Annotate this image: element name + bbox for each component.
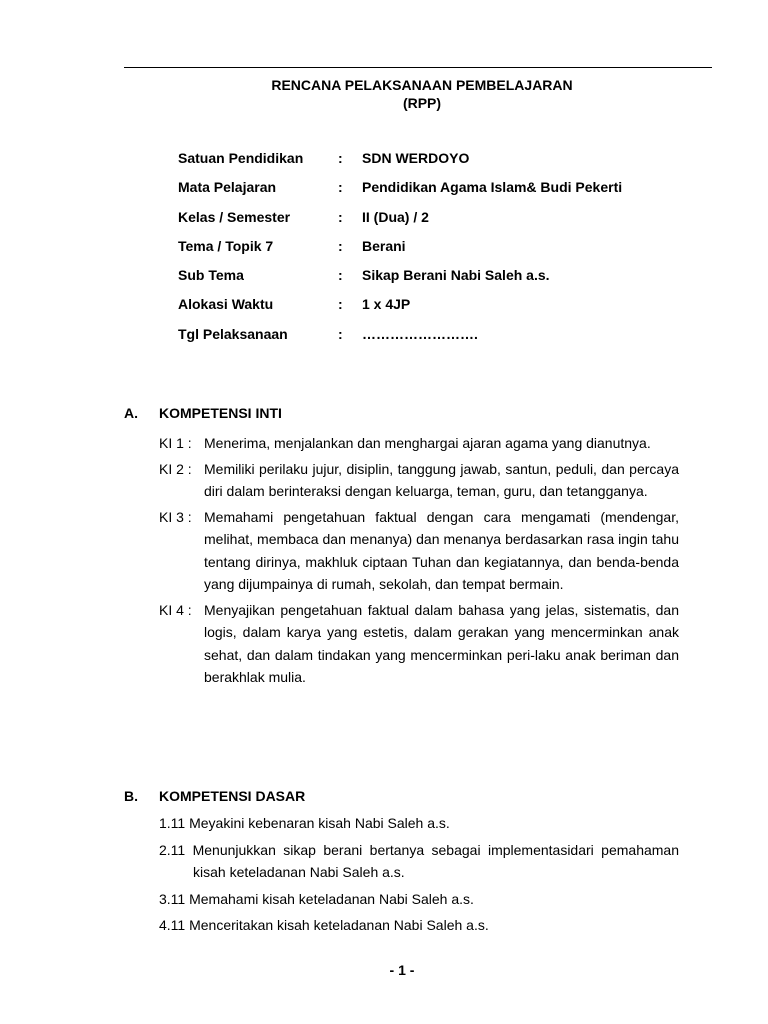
info-label: Tgl Pelaksanaan [178,325,288,342]
list-item: 1.11 Meyakini kebenaran kisah Nabi Saleh a.s. [159,815,450,831]
info-value: 1 x 4JP [362,296,411,313]
list-item [159,599,679,689]
info-value: Pendidikan Agama Islam& Budi Pekerti [362,179,623,196]
info-row-subject [178,179,622,208]
ki-label: KI 1 : [159,435,192,451]
section-title: KOMPETENSI DASAR [159,788,306,804]
list-item [159,506,679,596]
info-colon: : [338,325,343,342]
ki-text: Memiliki perilaku jujur, disiplin, tanggung jawab, santun, peduli, dan percaya diri dalam berinteraksi dengan keluarga, teman, guru, dan tetangganya. [204,460,679,499]
ki-text: Menerima, menjalankan dan menghargai ajaran agama yang dianutnya. [204,435,651,451]
info-colon: : [338,296,343,313]
list-item: 4.11 Menceritakan kisah keteladanan Nabi Saleh a.s. [159,917,489,933]
page-number: - 1 - [389,962,415,978]
info-colon: : [338,150,343,166]
info-label: Mata Pelajaran [178,179,277,196]
identity-table [178,150,622,355]
list-item [159,458,679,503]
info-label: Tema / Topik 7 [178,237,274,254]
info-row-date [178,326,622,355]
info-colon: : [338,237,343,254]
list-item: 3.11 Memahami kisah keteladanan Nabi Saleh a.s. [159,890,474,907]
basic-competence-list [159,812,679,941]
info-row-subtheme [178,267,622,296]
info-row-class [178,209,622,238]
info-value: SDN WERDOYO [362,150,470,166]
ki-label: KI 4 : [159,601,192,618]
ki-text: Menyajikan pengetahuan faktual dalam bahasa yang jelas, sistematis, dan logis, dalam karya yang estetis, dalam gerakan yang mencerminkan anak sehat, dan dalam tindakan yang mencerminkan peri-laku anak beriman dan berakhlak mulia. [204,601,679,685]
list-item [159,432,679,455]
info-value: Sikap Berani Nabi Saleh a.s. [362,267,550,284]
info-colon: : [338,208,343,225]
list-item: 2.11 Menunjukkan sikap berani bertanya sebagai implementasidari pemahaman kisah keteladanan Nabi Saleh a.s. [159,841,679,880]
document-title: RENCANA PELAKSANAAN PEMBELAJARAN [271,77,573,93]
info-colon: : [338,179,343,196]
info-label: Kelas / Semester [178,208,291,225]
info-value: ……………………. [362,325,478,342]
info-label: Satuan Pendidikan [178,150,304,166]
info-value: II (Dua) / 2 [362,208,429,225]
core-competence-list [159,432,679,689]
section-letter: A. [124,405,138,421]
info-row-school [178,150,622,179]
section-title: KOMPETENSI INTI [159,405,282,421]
ki-label: KI 2 : [159,460,192,477]
info-colon: : [338,267,343,284]
ki-label: KI 3 : [159,508,192,525]
info-value: Berani [362,237,406,254]
info-row-theme [178,238,622,267]
info-label: Alokasi Waktu [178,296,274,313]
info-row-time [178,296,622,325]
header-rule [124,67,712,68]
section-letter: B. [124,788,138,804]
info-label: Sub Tema [178,267,244,284]
ki-text: Memahami pengetahuan faktual dengan cara mengamati (mendengar, melihat, membaca dan menanya) dan menanya berdasarkan rasa ingin tahu tentang dirinya, makhluk ciptaan Tuhan dan kegiatannya, dan benda-benda yang dijumpainya di rumah, sekolah, dan tempat bermain. [204,508,679,592]
document-subtitle: (RPP) [402,95,442,111]
